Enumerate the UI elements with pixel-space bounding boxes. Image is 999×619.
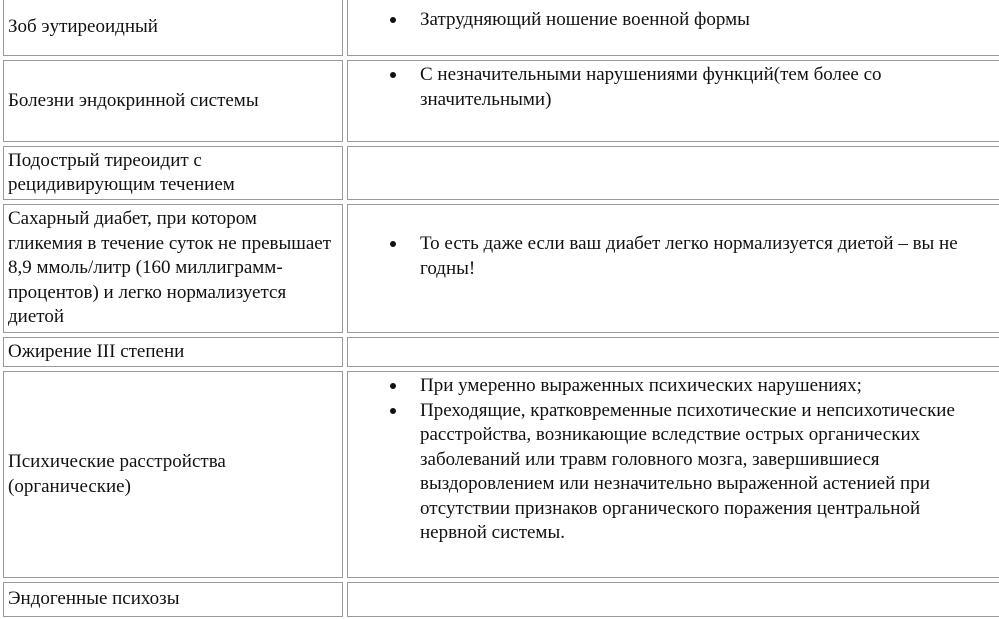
table-cell-notes xyxy=(347,204,999,333)
notes-list xyxy=(348,63,981,112)
condition-label: Зоб эутиреоидный xyxy=(8,15,158,37)
table-cell-condition xyxy=(3,337,343,367)
list-item: Затрудняющий ношение военной формы xyxy=(348,8,981,33)
table-cell-notes xyxy=(347,60,999,142)
list-item: То есть даже если ваш диабет легко нормализуется диетой – вы не годны! xyxy=(348,232,981,281)
condition-label: Болезни эндокринной системы xyxy=(8,89,259,111)
table-cell-notes xyxy=(347,337,999,367)
table-cell-notes xyxy=(347,582,999,617)
notes-list xyxy=(348,232,981,281)
condition-label: Эндогенные психозы xyxy=(8,588,180,610)
list-item: Преходящие, кратковременные психотические и непсихотические расстройства, возникающие вследствие острых органических заболеваний или травм головного мозга, завершившиеся выздоровлением или незначительно выраженной астенией при отсутствии признаков органического поражения центральной нервной системы. xyxy=(348,399,981,546)
table-cell-condition xyxy=(3,582,343,617)
notes-list xyxy=(348,8,981,33)
table-cell-notes xyxy=(347,0,999,56)
table-cell-condition xyxy=(3,0,343,56)
list-item: С незначительными нарушениями функций(тем более со значительными) xyxy=(348,63,981,112)
table-cell-condition xyxy=(3,146,343,200)
condition-label: Сахарный диабет, при котором гликемия в течение суток не превышает 8,9 ммоль/литр (160 миллиграмм-процентов) и легко нормализуется диетой xyxy=(8,208,332,328)
condition-label: Психические расстройства (органические) xyxy=(8,451,226,497)
condition-label: Подострый тиреоидит с рецидивирующим течением xyxy=(8,149,235,195)
table-cell-condition xyxy=(3,60,343,142)
table-cell-condition xyxy=(3,204,343,333)
table-cell-notes xyxy=(347,371,999,578)
table-cell-notes xyxy=(347,146,999,200)
table-cell-condition xyxy=(3,371,343,578)
notes-list xyxy=(348,374,981,546)
list-item: При умеренно выраженных психических нарушениях; xyxy=(348,374,981,399)
condition-label: Ожирение III степени xyxy=(8,340,185,362)
